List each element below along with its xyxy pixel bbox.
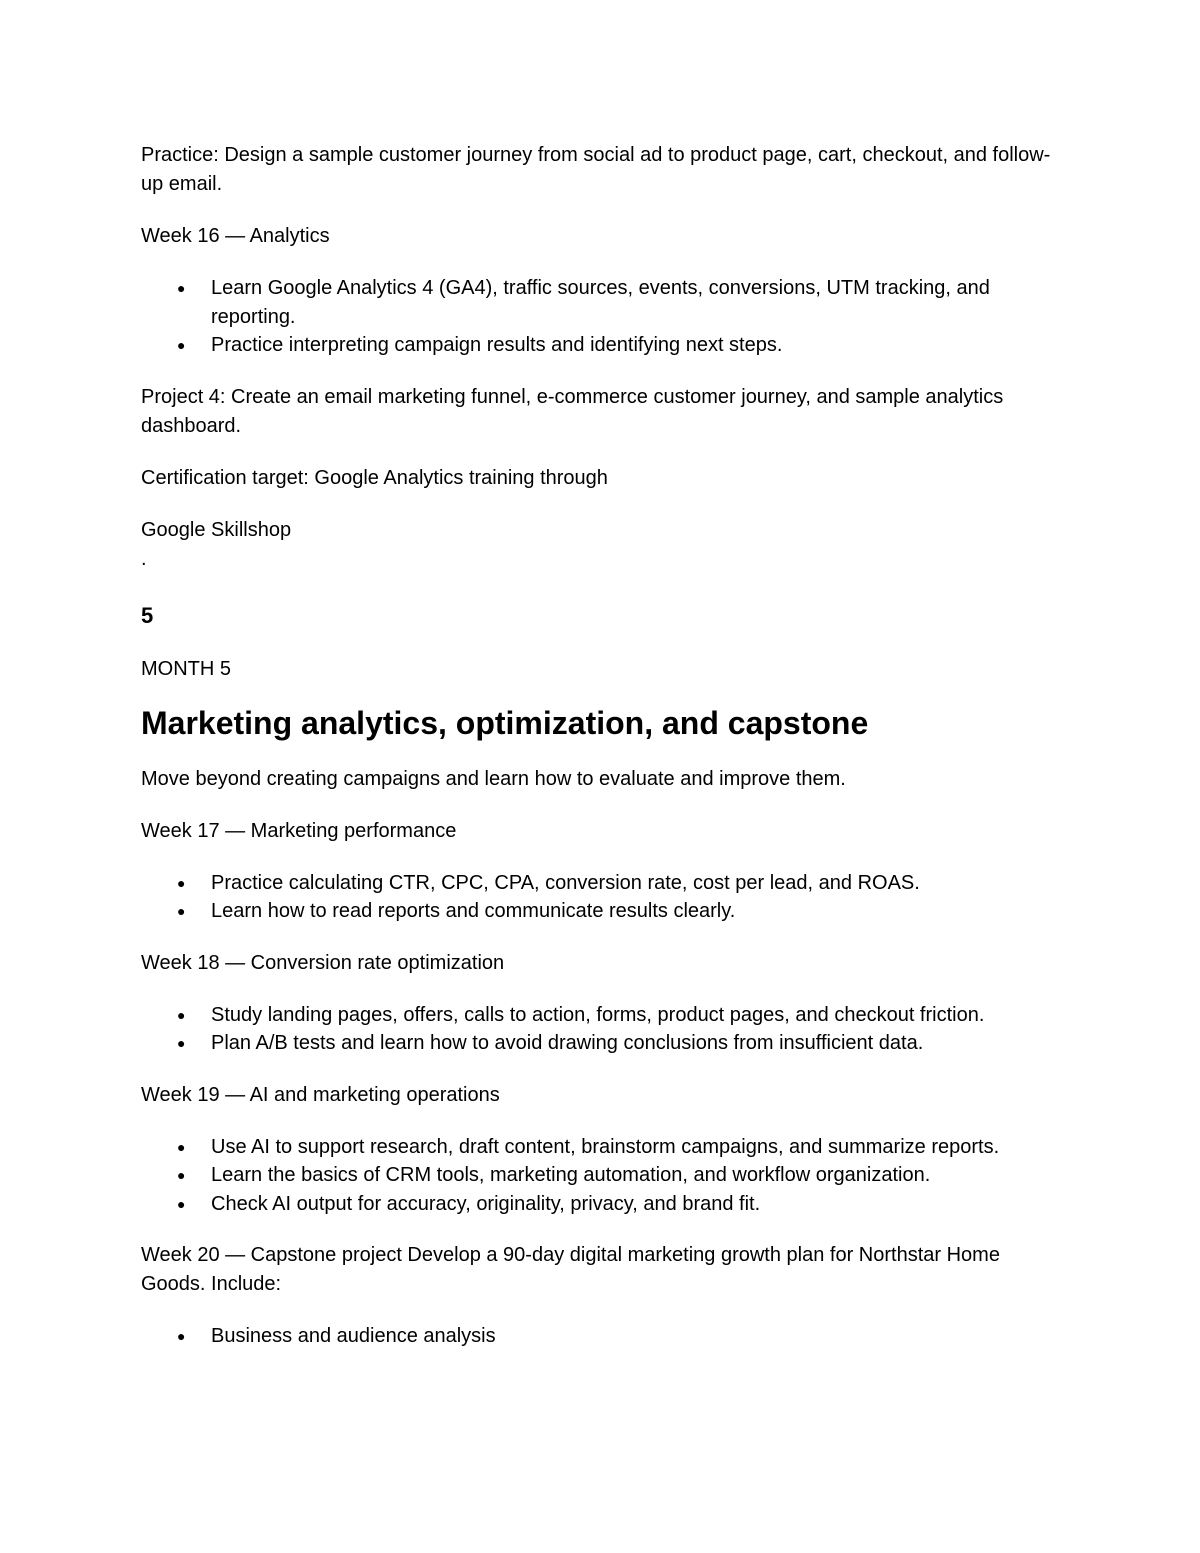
list-item: ● Practice interpreting campaign results and identifying next steps. [141, 331, 1061, 360]
week-17-heading: Week 17 — Marketing performance [141, 819, 457, 842]
week-17-list [141, 869, 1061, 926]
list-item: ● Plan A/B tests and learn how to avoid drawing conclusions from insufficient data. [141, 1029, 1061, 1058]
list-item: ● Use AI to support research, draft content, brainstorm campaigns, and summarize reports. [141, 1133, 1061, 1162]
month-title: Marketing analytics, optimization, and capstone [141, 704, 869, 741]
list-item: ● Learn the basics of CRM tools, marketing automation, and workflow organization. [141, 1161, 1061, 1190]
week-16-list [141, 274, 1061, 360]
week-19-list [141, 1133, 1061, 1219]
week-20-heading: Week 20 — Capstone project Develop a 90-day digital marketing growth plan for Northstar Home Goods. Include: [141, 1244, 1000, 1295]
practice-paragraph: Practice: Design a sample customer journey from social ad to product page, cart, checkout, and follow-up email. [141, 144, 1051, 195]
week-18-heading: Week 18 — Conversion rate optimization [141, 951, 505, 974]
skillshop-link-text: Google Skillshop [141, 518, 292, 541]
list-item: ● Practice calculating CTR, CPC, CPA, conversion rate, cost per lead, and ROAS. [141, 869, 1061, 898]
month-label: MONTH 5 [141, 657, 231, 680]
month-intro: Move beyond creating campaigns and learn how to evaluate and improve them. [141, 767, 846, 790]
document-page [141, 141, 1061, 1351]
trailing-period: . [141, 547, 147, 570]
month-number: 5 [141, 602, 154, 628]
list-item: ● Study landing pages, offers, calls to action, forms, product pages, and checkout friction. [141, 1001, 1061, 1030]
list-item: ● Check AI output for accuracy, originality, privacy, and brand fit. [141, 1190, 1061, 1219]
certification-paragraph: Certification target: Google Analytics training through [141, 466, 608, 489]
week-19-heading: Week 19 — AI and marketing operations [141, 1083, 500, 1106]
week-20-list [141, 1322, 1061, 1351]
week-16-heading: Week 16 — Analytics [141, 225, 330, 247]
list-item: ● Learn Google Analytics 4 (GA4), traffic sources, events, conversions, UTM tracking, and reporting. [141, 274, 1061, 331]
list-item: ● Learn how to read reports and communicate results clearly. [141, 897, 1061, 926]
project-4-paragraph: Project 4: Create an email marketing funnel, e-commerce customer journey, and sample analytics dashboard. [141, 385, 1004, 437]
list-item: ● Business and audience analysis [141, 1322, 1061, 1351]
week-18-list [141, 1001, 1061, 1058]
